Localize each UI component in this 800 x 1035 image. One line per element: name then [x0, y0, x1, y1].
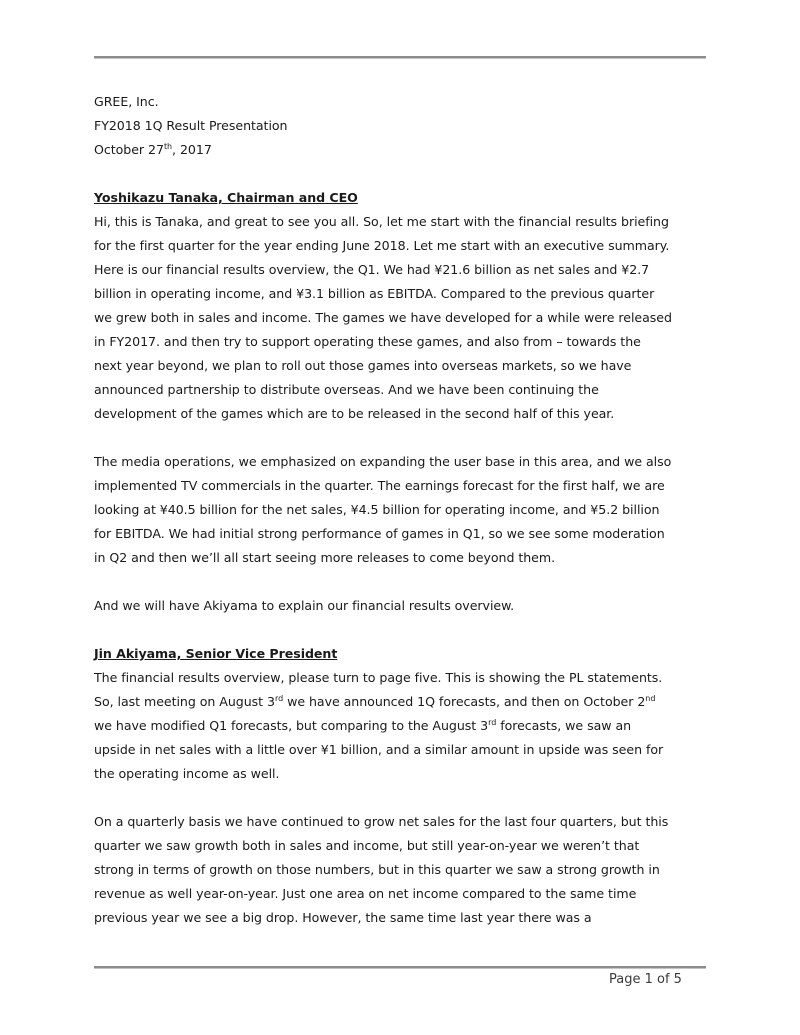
text-line: announced partnership to distribute overseas. And we have been continuing the — [94, 382, 599, 397]
company-name: GREE, Inc. — [94, 94, 159, 109]
text-line: implemented TV commercials in the quarter. The earnings forecast for the first half, we are — [94, 478, 665, 493]
speaker-heading: Jin Akiyama, Senior Vice President — [94, 646, 338, 661]
text-line: revenue as well year-on-year. Just one area on net income compared to the same time — [94, 886, 637, 901]
text-line: development of the games which are to be released in the second half of this year. — [94, 406, 615, 421]
event-title: FY2018 1Q Result Presentation — [94, 118, 288, 133]
text-line: previous year we see a big drop. However, the same time last year there was a — [94, 910, 592, 925]
text-line: looking at ¥40.5 billion for the net sales, ¥4.5 billion for operating income, and ¥5.2 billion — [94, 502, 660, 517]
text-line: strong in terms of growth on those numbers, but in this quarter we saw a strong growth in — [94, 862, 660, 877]
text-line: next year beyond, we plan to roll out those games into overseas markets, so we have — [94, 358, 632, 373]
text-line: The media operations, we emphasized on expanding the user base in this area, and we also — [94, 454, 672, 469]
header-rule — [94, 56, 706, 59]
text-line: we grew both in sales and income. The games we have developed for a while were released — [94, 310, 672, 325]
transcript-body — [94, 90, 714, 930]
text-line: in Q2 and then we’ll all start seeing more releases to come beyond them. — [94, 550, 556, 565]
text-line: we have modified Q1 forecasts, but comparing to the August 3rd forecasts, we saw an — [94, 718, 632, 733]
text-line: So, last meeting on August 3rd we have announced 1Q forecasts, and then on October 2nd — [94, 694, 656, 709]
text-line: On a quarterly basis we have continued to grow net sales for the last four quarters, but this — [94, 814, 669, 829]
speaker-heading: Yoshikazu Tanaka, Chairman and CEO — [94, 190, 358, 205]
text-line: And we will have Akiyama to explain our financial results overview. — [94, 598, 515, 613]
footer-rule — [94, 966, 706, 969]
text-line: quarter we saw growth both in sales and income, but still year-on-year we weren’t that — [94, 838, 640, 853]
page-number: Page 1 of 5 — [609, 972, 682, 987]
text-line: Here is our financial results overview, the Q1. We had ¥21.6 billion as net sales and ¥2.7 — [94, 262, 650, 277]
text-line: billion in operating income, and ¥3.1 billion as EBITDA. Compared to the previous quarter — [94, 286, 655, 301]
text-line: Hi, this is Tanaka, and great to see you all. So, let me start with the financial results briefing — [94, 214, 669, 229]
text-line: in FY2017. and then try to support operating these games, and also from – towards the — [94, 334, 641, 349]
text-line: upside in net sales with a little over ¥1 billion, and a similar amount in upside was seen for — [94, 742, 664, 757]
text-line: the operating income as well. — [94, 766, 280, 781]
text-line: for the first quarter for the year ending June 2018. Let me start with an executive summary. — [94, 238, 670, 253]
text-line: The financial results overview, please turn to page five. This is showing the PL statements. — [94, 670, 663, 685]
event-date: October 27th, 2017 — [94, 142, 212, 157]
text-line: for EBITDA. We had initial strong performance of games in Q1, so we see some moderation — [94, 526, 665, 541]
